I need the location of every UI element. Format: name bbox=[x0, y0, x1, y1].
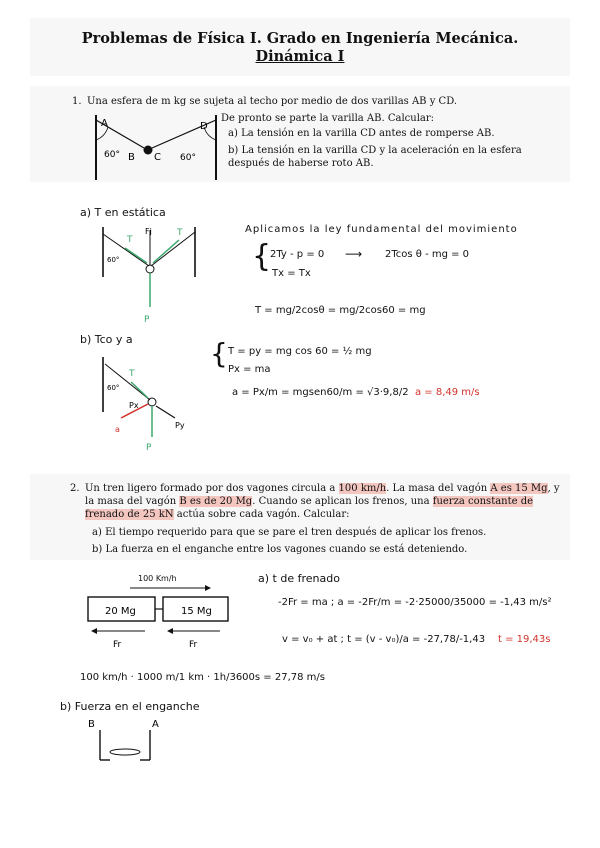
sol2-b-heading: b) Fuerza en el enganche bbox=[60, 700, 200, 713]
time-result: t = 19,43s bbox=[498, 634, 551, 645]
solution1-b-heading: b) Tco y a bbox=[80, 333, 133, 346]
svg-text:60°: 60° bbox=[107, 384, 120, 392]
label-a: A bbox=[101, 118, 108, 129]
sol1-eq1: 2Ty - p = 0 bbox=[270, 249, 325, 260]
svg-text:A: A bbox=[152, 719, 159, 730]
page-title: Problemas de Física I. Grado en Ingeniería Mecánica. bbox=[81, 30, 519, 47]
brace-2: { bbox=[210, 337, 228, 370]
wagon-right-label: 15 Mg bbox=[181, 606, 212, 617]
sol1-eq1-result: 2Tcos θ - mg = 0 bbox=[385, 249, 470, 260]
svg-text:B: B bbox=[88, 719, 95, 730]
problem1-number: 1. bbox=[72, 96, 82, 107]
diagram-static bbox=[95, 222, 205, 327]
law-heading: Aplicamos la ley fundamental del movimiento bbox=[245, 224, 518, 235]
problem2-number: 2. bbox=[70, 483, 80, 494]
problem2-part-a: a) El tiempo requerido para que se pare el tren después de aplicar los frenos. bbox=[92, 527, 487, 538]
force-left: Fr bbox=[113, 640, 122, 650]
angle-left: 60° bbox=[104, 150, 120, 160]
accel-result: a = 8,49 m/s bbox=[415, 387, 480, 398]
coupling-diagram bbox=[82, 715, 172, 765]
problem1-intro: De pronto se parte la varilla AB. Calcular: bbox=[221, 113, 435, 124]
problem2-statement: Un tren ligero formado por dos vagones circula a 100 km/h. La masa del vagón A es 15 Mg, y la masa del vagón B es de 20 Mg. Cuando se aplican los frenos, una fuerza constante de frenado de 25 kN actúa sobre cada vagón. Calcular: bbox=[85, 483, 560, 520]
sol1-eq2: Tx = Tx bbox=[272, 268, 311, 279]
sphere bbox=[144, 146, 153, 155]
label-d: D bbox=[200, 121, 208, 132]
problem1-figure bbox=[88, 110, 218, 182]
svg-text:Py: Py bbox=[175, 421, 185, 430]
sol2-a-heading: a) t de frenado bbox=[258, 572, 340, 585]
speed-conversion: 100 km/h · 1000 m/1 km · 1h/3600s = 27,78 m/s bbox=[80, 672, 325, 683]
sol1-arrow: ⟶ bbox=[345, 247, 363, 261]
solution1-a-heading: a) T en estática bbox=[80, 206, 166, 219]
wagon-left-label: 20 Mg bbox=[105, 606, 136, 617]
part-a-label: a) bbox=[228, 128, 238, 139]
speed-label: 100 Km/h bbox=[138, 574, 177, 583]
svg-text:P: P bbox=[144, 315, 150, 325]
sol1-eq5: a = Px/m = mgsen60/m = √3·9,8/2 bbox=[232, 387, 409, 398]
force-right: Fr bbox=[189, 640, 198, 650]
svg-text:Fj: Fj bbox=[145, 227, 152, 236]
train-diagram bbox=[85, 585, 235, 650]
diagram-after-break bbox=[95, 352, 200, 457]
problem1-part-b bbox=[228, 144, 548, 170]
svg-text:P: P bbox=[146, 443, 152, 453]
svg-text:60°: 60° bbox=[107, 256, 120, 264]
part-b-label: b) bbox=[228, 145, 239, 156]
angle-right: 60° bbox=[180, 153, 196, 163]
brace-1: { bbox=[252, 239, 272, 274]
svg-text:a: a bbox=[115, 425, 120, 434]
page-subtitle: Dinámica I bbox=[255, 48, 345, 65]
svg-text:Px: Px bbox=[129, 401, 139, 410]
sol1-eq4: Px = ma bbox=[228, 364, 271, 375]
label-c: C bbox=[154, 152, 161, 163]
svg-text:T: T bbox=[127, 235, 133, 245]
part-a-text: La tensión en la varilla CD antes de romperse AB. bbox=[241, 128, 495, 139]
problem1-statement: Una esfera de m kg se sujeta al techo por medio de dos varillas AB y CD. bbox=[87, 96, 458, 107]
problem1-part-a bbox=[228, 127, 558, 140]
sol2-eq2: v = v₀ + at ; t = (v - v₀)/a = -27,78/-1,43 bbox=[282, 634, 486, 645]
svg-text:T: T bbox=[177, 228, 183, 238]
part-b-text: La tensión en la varilla CD y la aceleración en la esfera después de haberse roto AB. bbox=[228, 145, 522, 169]
label-b: B bbox=[128, 152, 135, 163]
sol2-eq1: -2Fr = ma ; a = -2Fr/m = -2·25000/35000 = -1,43 m/s² bbox=[278, 597, 552, 608]
tension-result: T = mg/2cosθ = mg/2cos60 = mg bbox=[255, 305, 426, 316]
sol1-eq3: T = py = mg cos 60 = ½ mg bbox=[228, 346, 372, 357]
svg-text:T: T bbox=[129, 369, 135, 379]
problem2-part-b: b) La fuerza en el enganche entre los vagones cuando se está deteniendo. bbox=[92, 544, 468, 555]
